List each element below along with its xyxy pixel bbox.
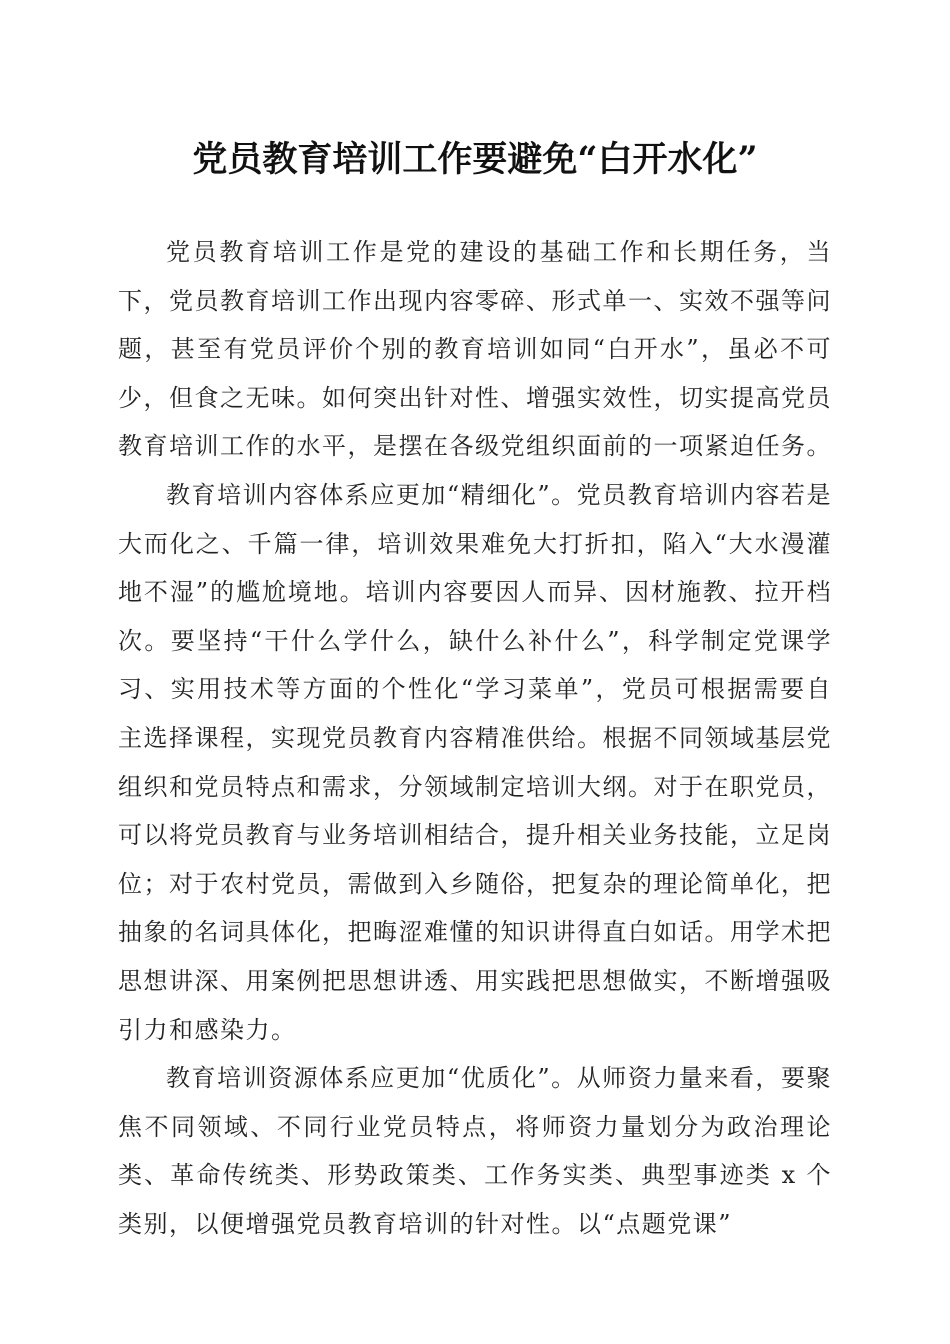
paragraph-resource-system: 教育培训资源体系应更加“优质化”。从师资力量来看，要聚焦不同领域、不同行业党员特点，将师资力量划分为政治理论类、革命传统类、形势政策类、工作务实类、典型事迹类 x 个类别，以便增强党员教育培训的针对性。以“点题党课” [118,1064,832,1238]
document-body [118,228,832,1248]
paragraph-intro: 党员教育培训工作是党的建设的基础工作和长期任务，当下，党员教育培训工作出现内容零碎、形式单一、实效不强等问题，甚至有党员评价个别的教育培训如同“白开水”，虽必不可少，但食之无味。如何突出针对性、增强实效性，切实提高党员教育培训工作的水平，是摆在各级党组织面前的一项紧迫任务。 [118,238,832,461]
paragraph-content-system: 教育培训内容体系应更加“精细化”。党员教育培训内容若是大而化之、千篇一律，培训效果难免大打折扣，陷入“大水漫灌地不湿”的尴尬境地。培训内容要因人而异、因材施教、拉开档次。要坚持“干什么学什么，缺什么补什么”，科学制定党课学习、实用技术等方面的个性化“学习菜单”，党员可根据需要自主选择课程，实现党员教育内容精准供给。根据不同领域基层党组织和党员特点和需求，分领域制定培训大纲。对于在职党员，可以将党员教育与业务培训相结合，提升相关业务技能，立足岗位；对于农村党员，需做到入乡随俗，把复杂的理论简单化，把抽象的名词具体化，把晦涩难懂的知识讲得直白如话。用学术把思想讲深、用案例把思想讲透、用实践把思想做实，不断增强吸引力和感染力。 [118,480,832,1044]
document-title: 党员教育培训工作要避免“白开水化” [192,139,758,180]
